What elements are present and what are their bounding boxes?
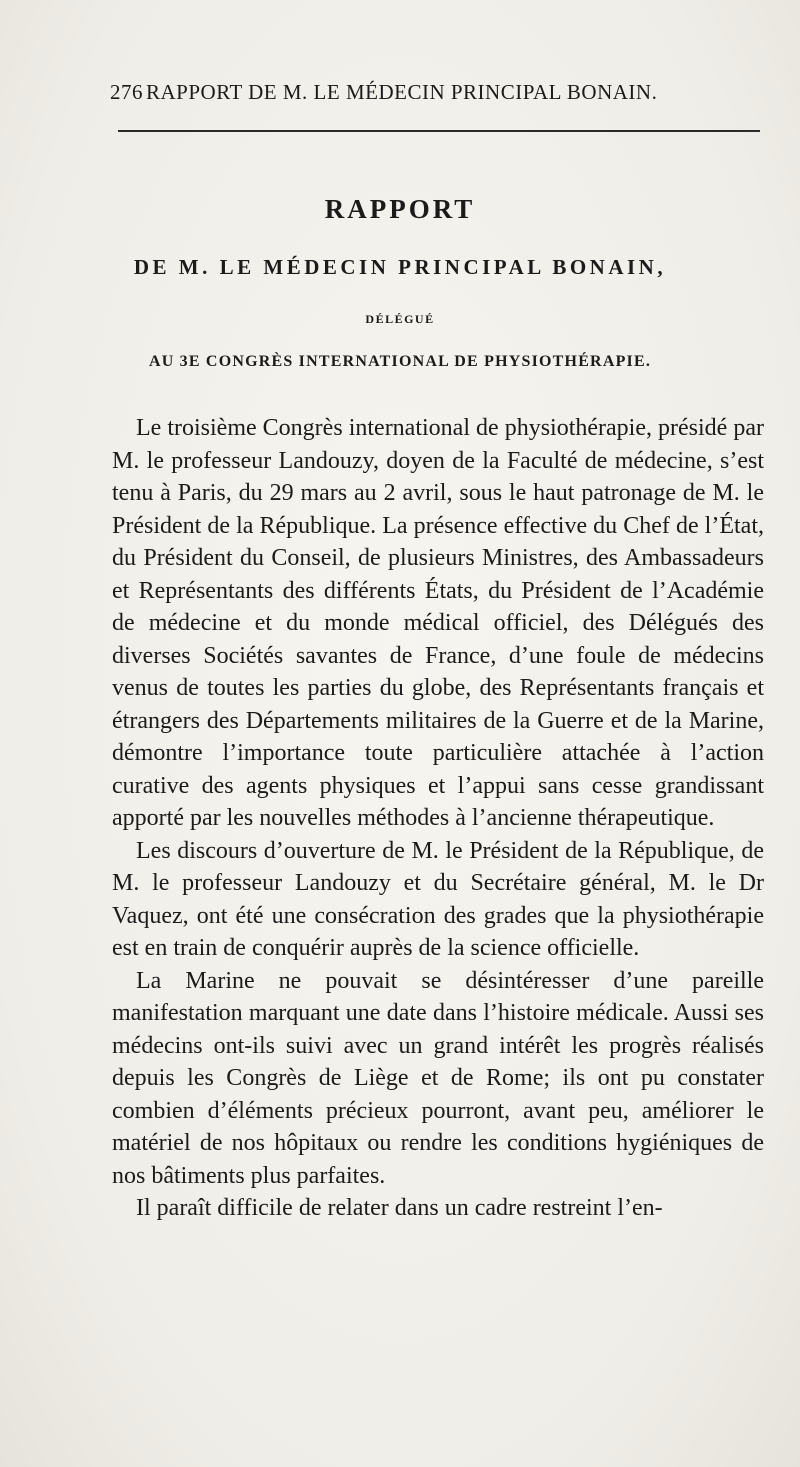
page-number: 276 [110, 80, 143, 104]
delegate-label: DÉLÉGUÉ [365, 312, 435, 326]
report-subtitle: DE M. LE MÉDECIN PRINCIPAL BONAIN, [133, 255, 667, 279]
running-title: RAPPORT DE M. LE MÉDECIN PRINCIPAL BONAIN. [146, 80, 658, 104]
report-title: RAPPORT [324, 194, 476, 224]
running-header [110, 80, 750, 110]
paragraph-2: Les discours d’ouverture de M. le Président de la République, de M. le professeur Landouzy et du Secrétaire général, M. le Dr Vaquez, ont été une consécration des grades que la physiothérapie est en train de conquérir auprès de la science officielle. [112, 837, 764, 961]
header-rule [118, 130, 760, 132]
body-text [112, 412, 764, 1225]
congress-line: AU 3E CONGRÈS INTERNATIONAL DE PHYSIOTHÉRAPIE. [148, 353, 652, 370]
paragraph-3: La Marine ne pouvait se désintéresser d’une pareille manifestation marquant une date dans l’histoire médicale. Aussi ses médecins ont-ils suivi avec un grand intérêt les progrès réalisés depuis les Congrès de Liège et de Rome; ils ont pu constater combien d’éléments précieux pourront, avant peu, améliorer le matériel de nos hôpitaux ou rendre les conditions hygiéniques de nos bâtiments plus parfaites. [112, 967, 764, 1189]
paragraph-1: Le troisième Congrès international de physiothérapie, présidé par M. le professeur Landouzy, doyen de la Faculté de médecine, s’est tenu à Paris, du 29 mars au 2 avril, sous le haut patronage de M. le Président de la République. La présence effective du Chef de l’État, du Président du Conseil, de plusieurs Ministres, des Ambassadeurs et Représentants des différents États, du Président de l’Académie de médecine et du monde médical officiel, des Délégués des diverses Sociétés savantes de France, d’une foule de médecins venus de toutes les parties du globe, des Représentants français et étrangers des Départements militaires de la Guerre et de la Marine, démontre l’importance toute particulière attachée à l’action curative des agents physiques et l’appui sans cesse grandissant apporté par les nouvelles méthodes à l’ancienne thérapeutique. [112, 415, 764, 831]
paragraph-4: Il paraît difficile de relater dans un cadre restreint l’en- [136, 1195, 663, 1221]
